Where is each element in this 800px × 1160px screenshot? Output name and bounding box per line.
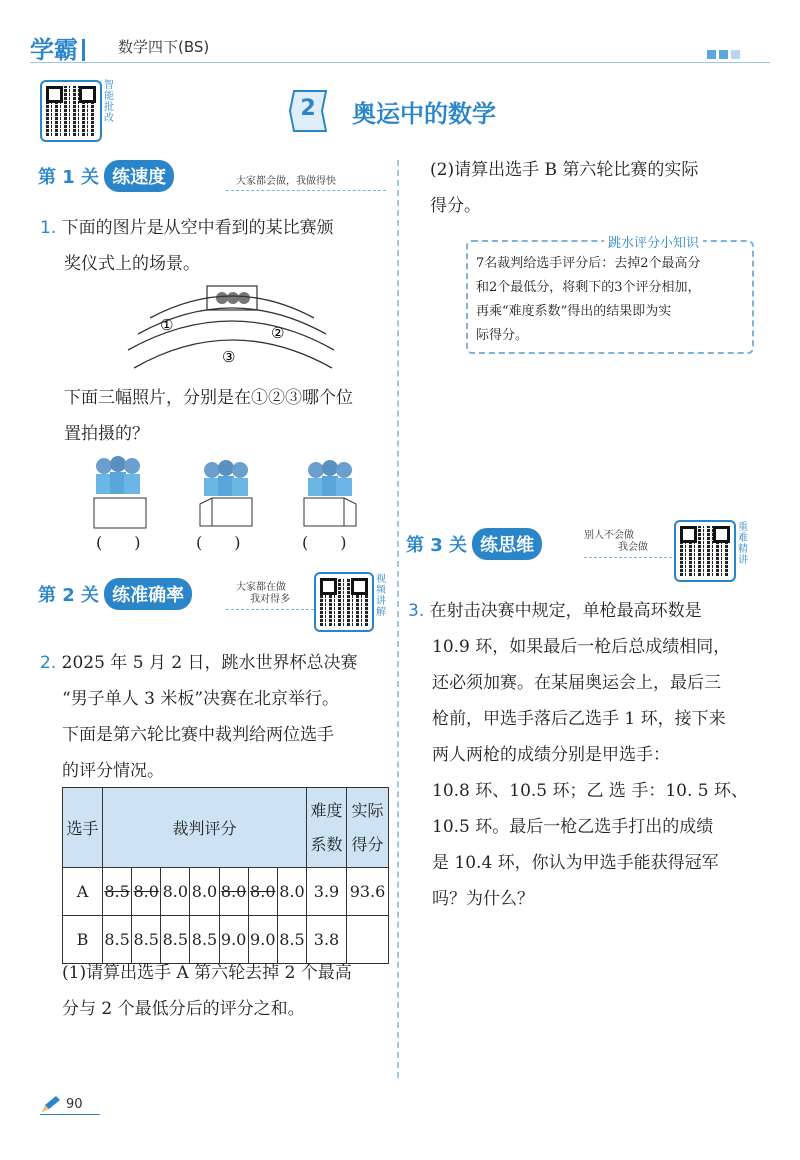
level1-underline (226, 190, 386, 191)
difficulty-cell: 3.8 (307, 916, 347, 964)
actual-score-cell: 93.6 (347, 868, 389, 916)
q2-text (40, 645, 358, 789)
score-cell: 8.0 (277, 868, 306, 916)
q2-number: 2. (40, 653, 57, 673)
q3-line7: 10.5 环。最后一枪乙选手打出的成绩 (432, 817, 714, 837)
q2-sub2 (430, 152, 698, 224)
unit-title: 奥运中的数学 (352, 100, 496, 128)
qr-code-level3[interactable] (674, 520, 736, 582)
q1-text (40, 210, 334, 282)
q2-sub2-line1: (2)请算出选手 B 第六轮比赛的实际 (430, 160, 699, 180)
player-cell: A (63, 868, 103, 916)
q3-line2: 10.9 环，如果最后一枪后总成绩相同， (432, 637, 731, 657)
q2-sub1-line1: (1)请算出选手 A 第六轮去掉 2 个最高 (62, 963, 352, 983)
photo-options (88, 454, 368, 532)
footer-rule (40, 1114, 100, 1115)
score-cell: 8.5 (277, 916, 306, 964)
score-cell: 8.5 (132, 916, 161, 964)
level2-slogan-line2: 我对得多 (250, 594, 290, 605)
level2-underline (226, 609, 314, 610)
tip-text (476, 252, 748, 348)
level2-pill: 练准确率 (104, 578, 192, 610)
qr-code-level2[interactable] (314, 572, 374, 632)
position-3-label: ③ (222, 348, 236, 366)
q2-sub2-line2: 得分。 (430, 196, 481, 216)
level3-heading (406, 528, 542, 560)
level1-heading (38, 160, 174, 192)
photo-1 (94, 456, 146, 528)
score-cell: 8.0 (132, 868, 161, 916)
level2-label: 第 2 关 (38, 585, 100, 606)
photo-3 (304, 460, 356, 526)
position-2-label: ② (271, 324, 285, 342)
q3-line4: 枪前，甲选手落后乙选手 1 环，接下来 (432, 709, 726, 729)
q3-line3: 还必须加赛。在某届奥运会上，最后三 (432, 673, 721, 693)
q3-line6: 10.8 环、10.5 环；乙 选 手：10. 5 环、 (432, 781, 748, 801)
q1-line3: 下面三幅照片，分别是在①②③哪个位 (64, 388, 353, 408)
position-1-label: ① (160, 316, 174, 334)
level3-slogan-line2: 我会做 (618, 542, 648, 553)
score-table (62, 787, 389, 964)
q3-text (408, 593, 768, 917)
page-number: 90 (66, 1097, 83, 1112)
q2-sub1 (62, 955, 352, 1027)
header-decoration (707, 44, 743, 63)
score-cell: 8.5 (190, 916, 219, 964)
tip-line1: 7名裁判给选手评分后：去掉2个最高分 (476, 256, 701, 271)
answer-blank-1[interactable]: ( ) (96, 533, 141, 552)
score-cell: 9.0 (248, 916, 277, 964)
header-difficulty: 难度 系数 (307, 788, 347, 868)
level1-slogan: 大家都会做，我做得快 (236, 176, 336, 187)
brand-logo (30, 30, 85, 65)
header-player: 选手 (63, 788, 103, 868)
q2-line1: 2025 年 5 月 2 日，跳水世界杯总决赛 (61, 653, 358, 673)
score-cell: 8.5 (103, 868, 132, 916)
score-cell: 8.5 (161, 916, 190, 964)
answer-blank-3[interactable]: ( ) (302, 533, 347, 552)
actual-score-cell[interactable] (347, 916, 389, 964)
level2-heading (38, 578, 192, 610)
score-cell: 8.0 (219, 868, 248, 916)
q1-number: 1. (40, 218, 57, 238)
q3-line1: 在射击决赛中规定，单枪最高环数是 (429, 601, 702, 621)
tip-title: 跳水评分小知识 (604, 232, 703, 251)
level1-label: 第 1 关 (38, 167, 100, 188)
level3-underline (584, 557, 672, 558)
q2-line4: 的评分情况。 (62, 761, 164, 781)
book-title: 数学四下(BS) (118, 38, 210, 56)
level3-label: 第 3 关 (406, 535, 468, 556)
header-actual: 实际 得分 (347, 788, 389, 868)
tip-line2: 和2个最低分，将剩下的3个评分相加， (476, 280, 701, 295)
level2-slogan-line1: 大家都在做 (236, 582, 286, 593)
podium-diagram (120, 282, 340, 372)
header-rule (30, 62, 770, 63)
q3-line9: 吗？为什么？ (432, 889, 534, 909)
q3-line5: 两人两枪的成绩分别是甲选手： (432, 745, 670, 765)
qr-label-level3: 重难精讲 (738, 522, 748, 566)
q2-line2: “男子单人 3 米板”决赛在北京举行。 (62, 689, 340, 709)
level1-pill: 练速度 (104, 160, 174, 192)
score-cell: 8.5 (103, 916, 132, 964)
score-cell: 8.0 (161, 868, 190, 916)
score-cell: 8.0 (248, 868, 277, 916)
q2-sub1-line2: 分与 2 个最低分后的评分之和。 (62, 999, 305, 1019)
level2-slogan (236, 582, 290, 606)
qr-label-top: 智能批改 (104, 80, 114, 124)
unit-number: 2 (300, 96, 316, 121)
q1-line1: 下面的图片是从空中看到的某比赛颁 (61, 218, 334, 238)
score-cell: 9.0 (219, 916, 248, 964)
tip-line4: 际得分。 (476, 328, 529, 343)
qr-code-top[interactable] (40, 80, 102, 142)
header-scores: 裁判评分 (103, 788, 307, 868)
q2-line3: 下面是第六轮比赛中裁判给两位选手 (62, 725, 334, 745)
answer-blank-2[interactable]: ( ) (196, 533, 241, 552)
photo-2 (200, 460, 252, 526)
brand-text: 学霸 (30, 36, 78, 64)
q1-line2: 奖仪式上的场景。 (64, 254, 200, 274)
qr-label-level2: 视频讲解 (376, 574, 386, 618)
q1-line4: 置拍摄的？ (64, 424, 149, 444)
column-divider (397, 160, 399, 1078)
q3-line8: 是 10.4 环，你认为甲选手能获得冠军 (432, 853, 719, 873)
difficulty-cell: 3.9 (307, 868, 347, 916)
player-cell: B (63, 916, 103, 964)
pencil-icon (40, 1094, 62, 1114)
score-cell: 8.0 (190, 868, 219, 916)
level3-slogan-line1: 别人不会做 (584, 530, 634, 541)
level3-pill: 练思维 (472, 528, 542, 560)
tip-line3: 再乘“难度系数”得出的结果即为实 (476, 304, 672, 319)
level3-slogan (584, 530, 648, 554)
q3-number: 3. (408, 601, 425, 621)
q1-question (64, 380, 353, 452)
table-row (63, 868, 389, 916)
